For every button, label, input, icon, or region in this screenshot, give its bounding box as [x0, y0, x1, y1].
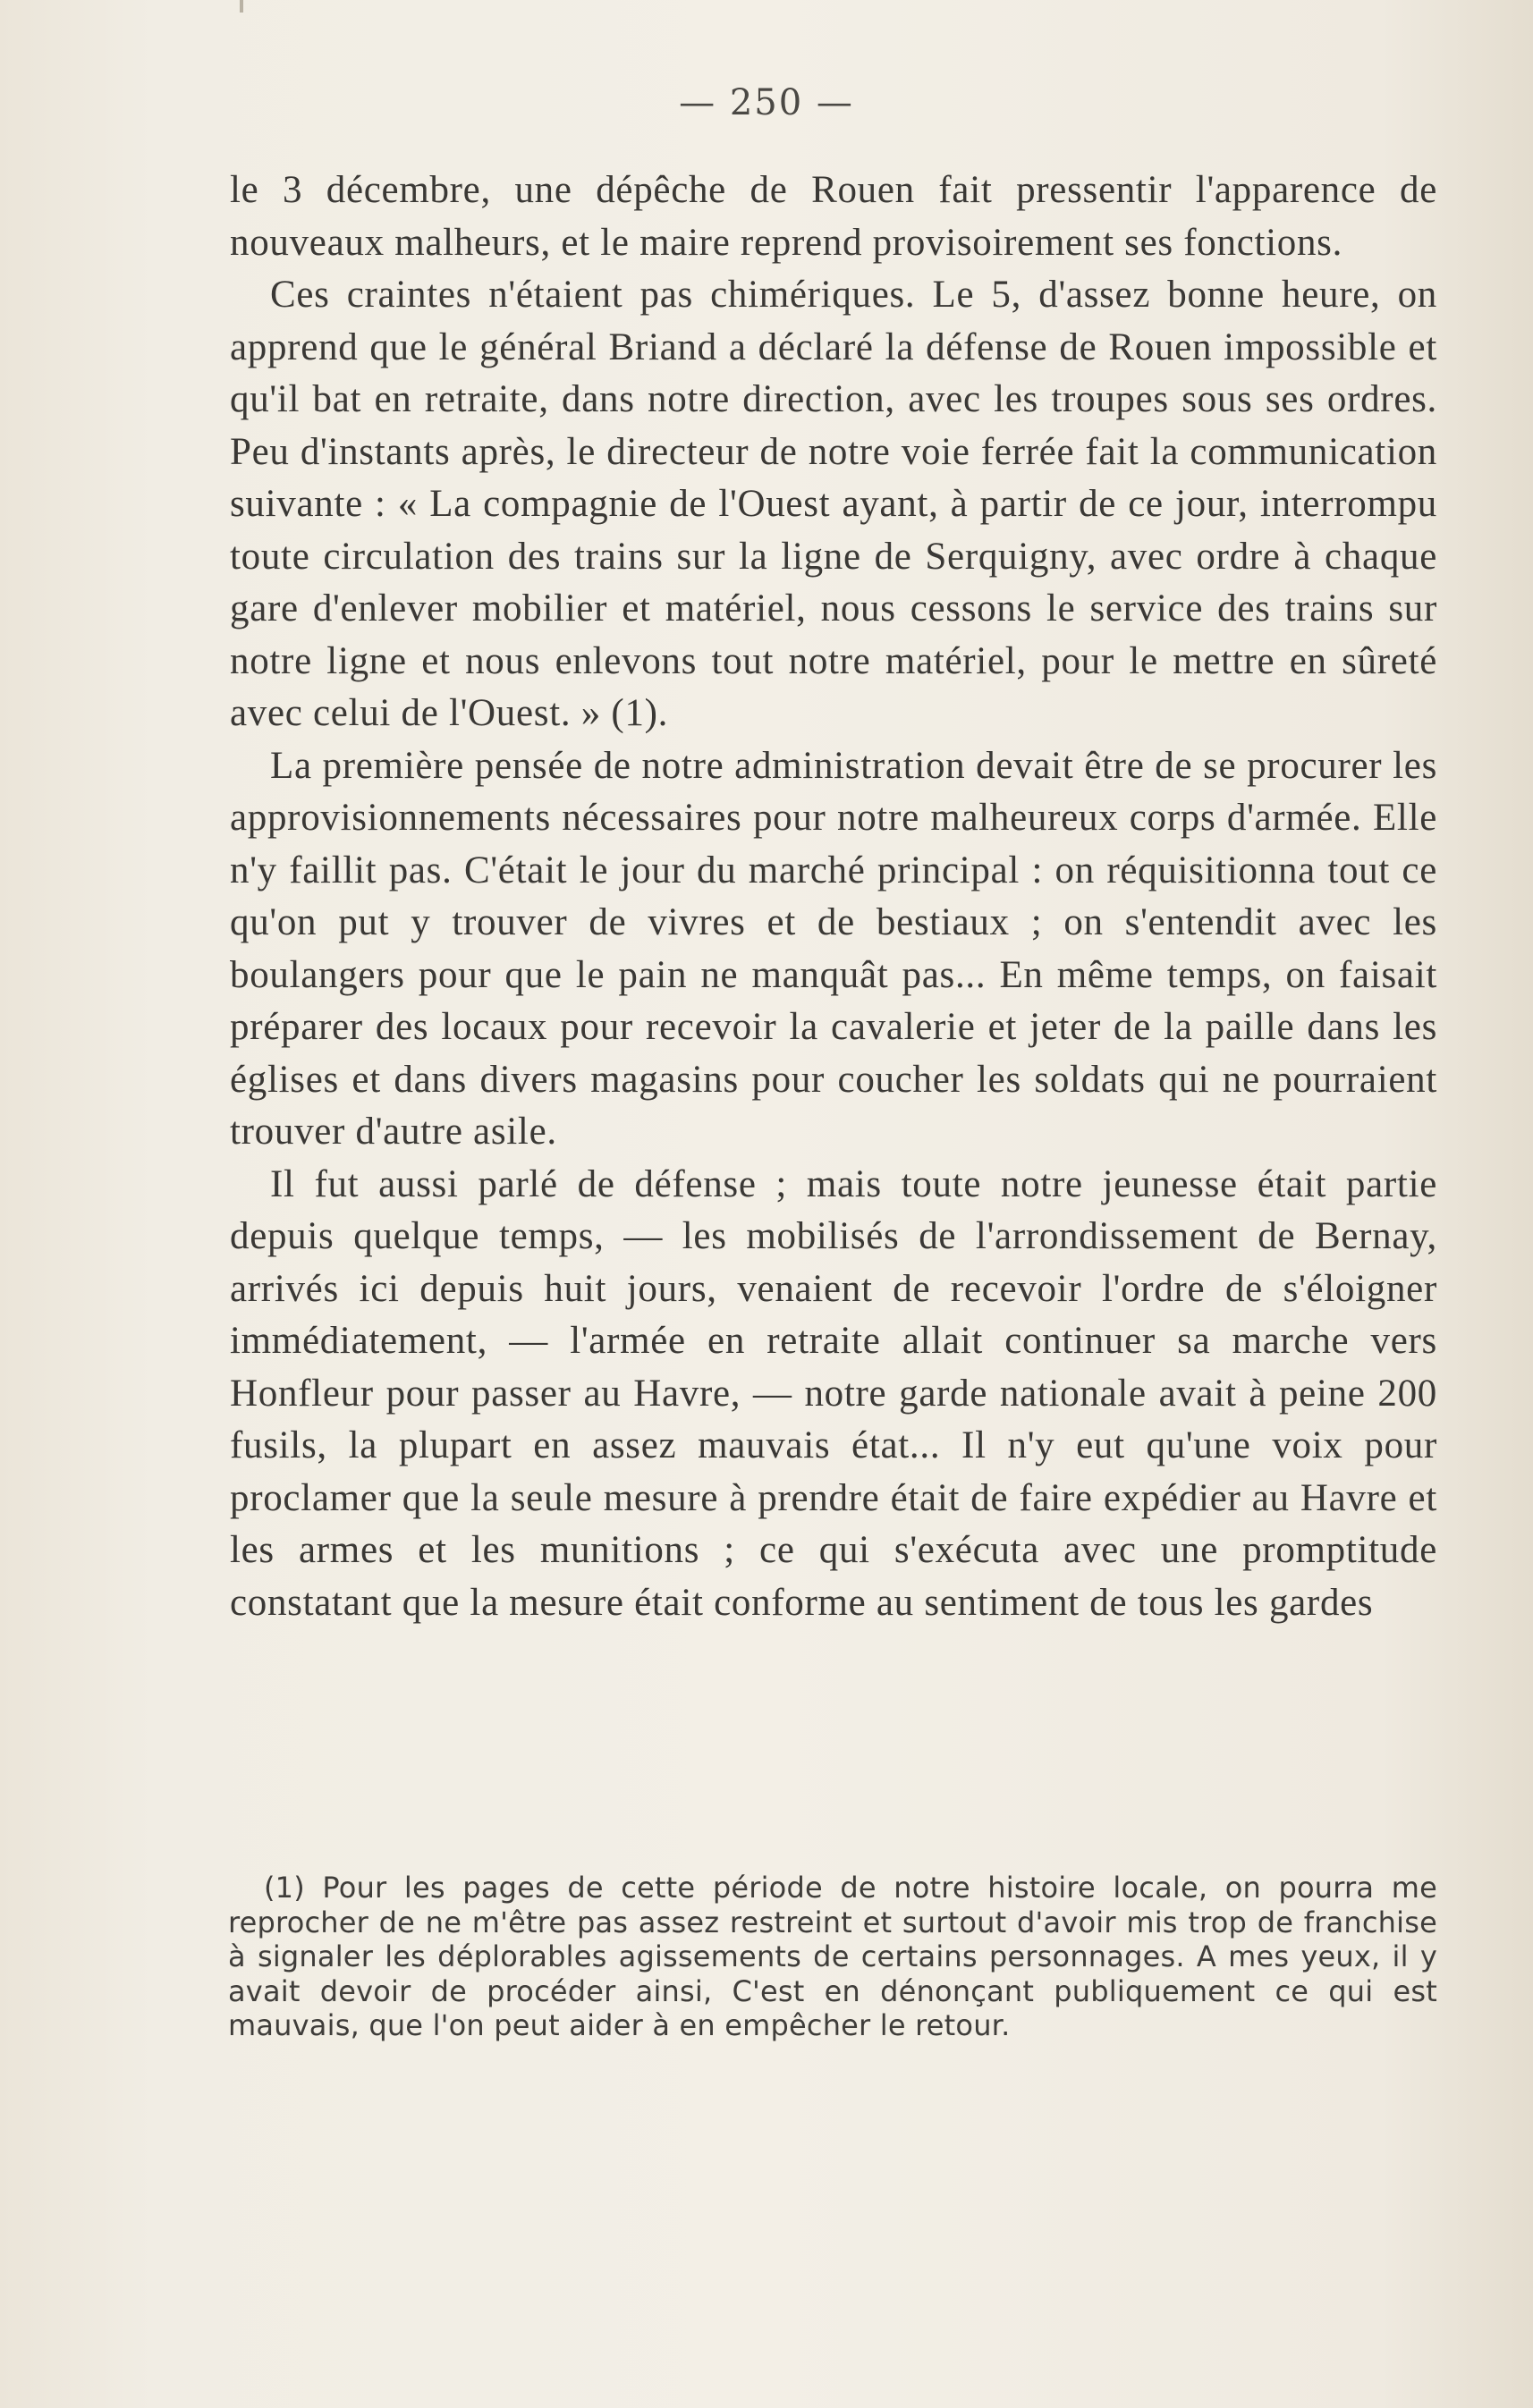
page-number: — 250 — [679, 82, 854, 123]
paragraph-1: le 3 décembre, une dépêche de Rouen fait pressentir l'apparence de nouveaux malheurs, et le maire reprend provisoirement ses fonctions. [230, 169, 1437, 264]
footnote: (1) Pour les pages de cette période de notre histoire locale, on pourra me reprocher de ne m'être pas assez restreint et surtout d'avoir mis trop de franchise à signaler les déplorables agissements de certains personnages. A mes yeux, il y avait devoir de procéder ainsi, C'est en dénonçant publiquement ce qui est mauvais, que l'on peut aider à en empêcher le retour. [228, 1871, 1437, 2042]
paragraph-3: La première pensée de notre administration devait être de se procurer les approvisionnements nécessaires pour notre malheureux corps d'armée. Elle n'y faillit pas. C'était le jour du marché principal : on réquisitionna tout ce qu'on put y trouver de vivres et de bestiaux ; on s'entendit avec les boulangers pour que le pain ne manquât pas... En même temps, on faisait préparer des locaux pour recevoir la cavalerie et jeter de la paille dans les églises et dans divers magasins pour coucher les soldats qui ne pourraient trouver d'autre asile. [230, 744, 1437, 1153]
body-text [230, 165, 1437, 1629]
paragraph-4: Il fut aussi parlé de défense ; mais toute notre jeunesse était partie depuis quelque temps, — les mobilisés de l'arrondissement de Bernay, arrivés ici depuis huit jours, venaient de recevoir l'ordre de s'éloigner immédiatement, — l'armée en retraite allait continuer sa marche vers Honfleur pour passer au Havre, — notre garde nationale avait à peine 200 fusils, la plupart en assez mauvais état... Il n'y eut qu'une voix pour proclamer que la seule mesure à prendre était de faire expédier au Havre et les armes et les munitions ; ce qui s'exécuta avec une promptitude constatant que la mesure était conforme au sentiment de tous les gardes [230, 1162, 1437, 1624]
paragraph-2: Ces craintes n'étaient pas chimériques. Le 5, d'assez bonne heure, on apprend que le général Briand a déclaré la défense de Rouen impossible et qu'il bat en retraite, dans notre direction, avec les troupes sous ses ordres. Peu d'instants après, le directeur de notre voie ferrée fait la communication suivante : « La compagnie de l'Ouest ayant, à partir de ce jour, interrompu toute circulation des trains sur la ligne de Serquigny, avec ordre à chaque gare d'enlever mobilier et matériel, nous cessons le service des trains sur notre ligne et nous enlevons tout notre matériel, pour le mettre en sûreté avec celui de l'Ouest. » (1). [230, 274, 1437, 734]
scan-mark [240, 0, 243, 13]
